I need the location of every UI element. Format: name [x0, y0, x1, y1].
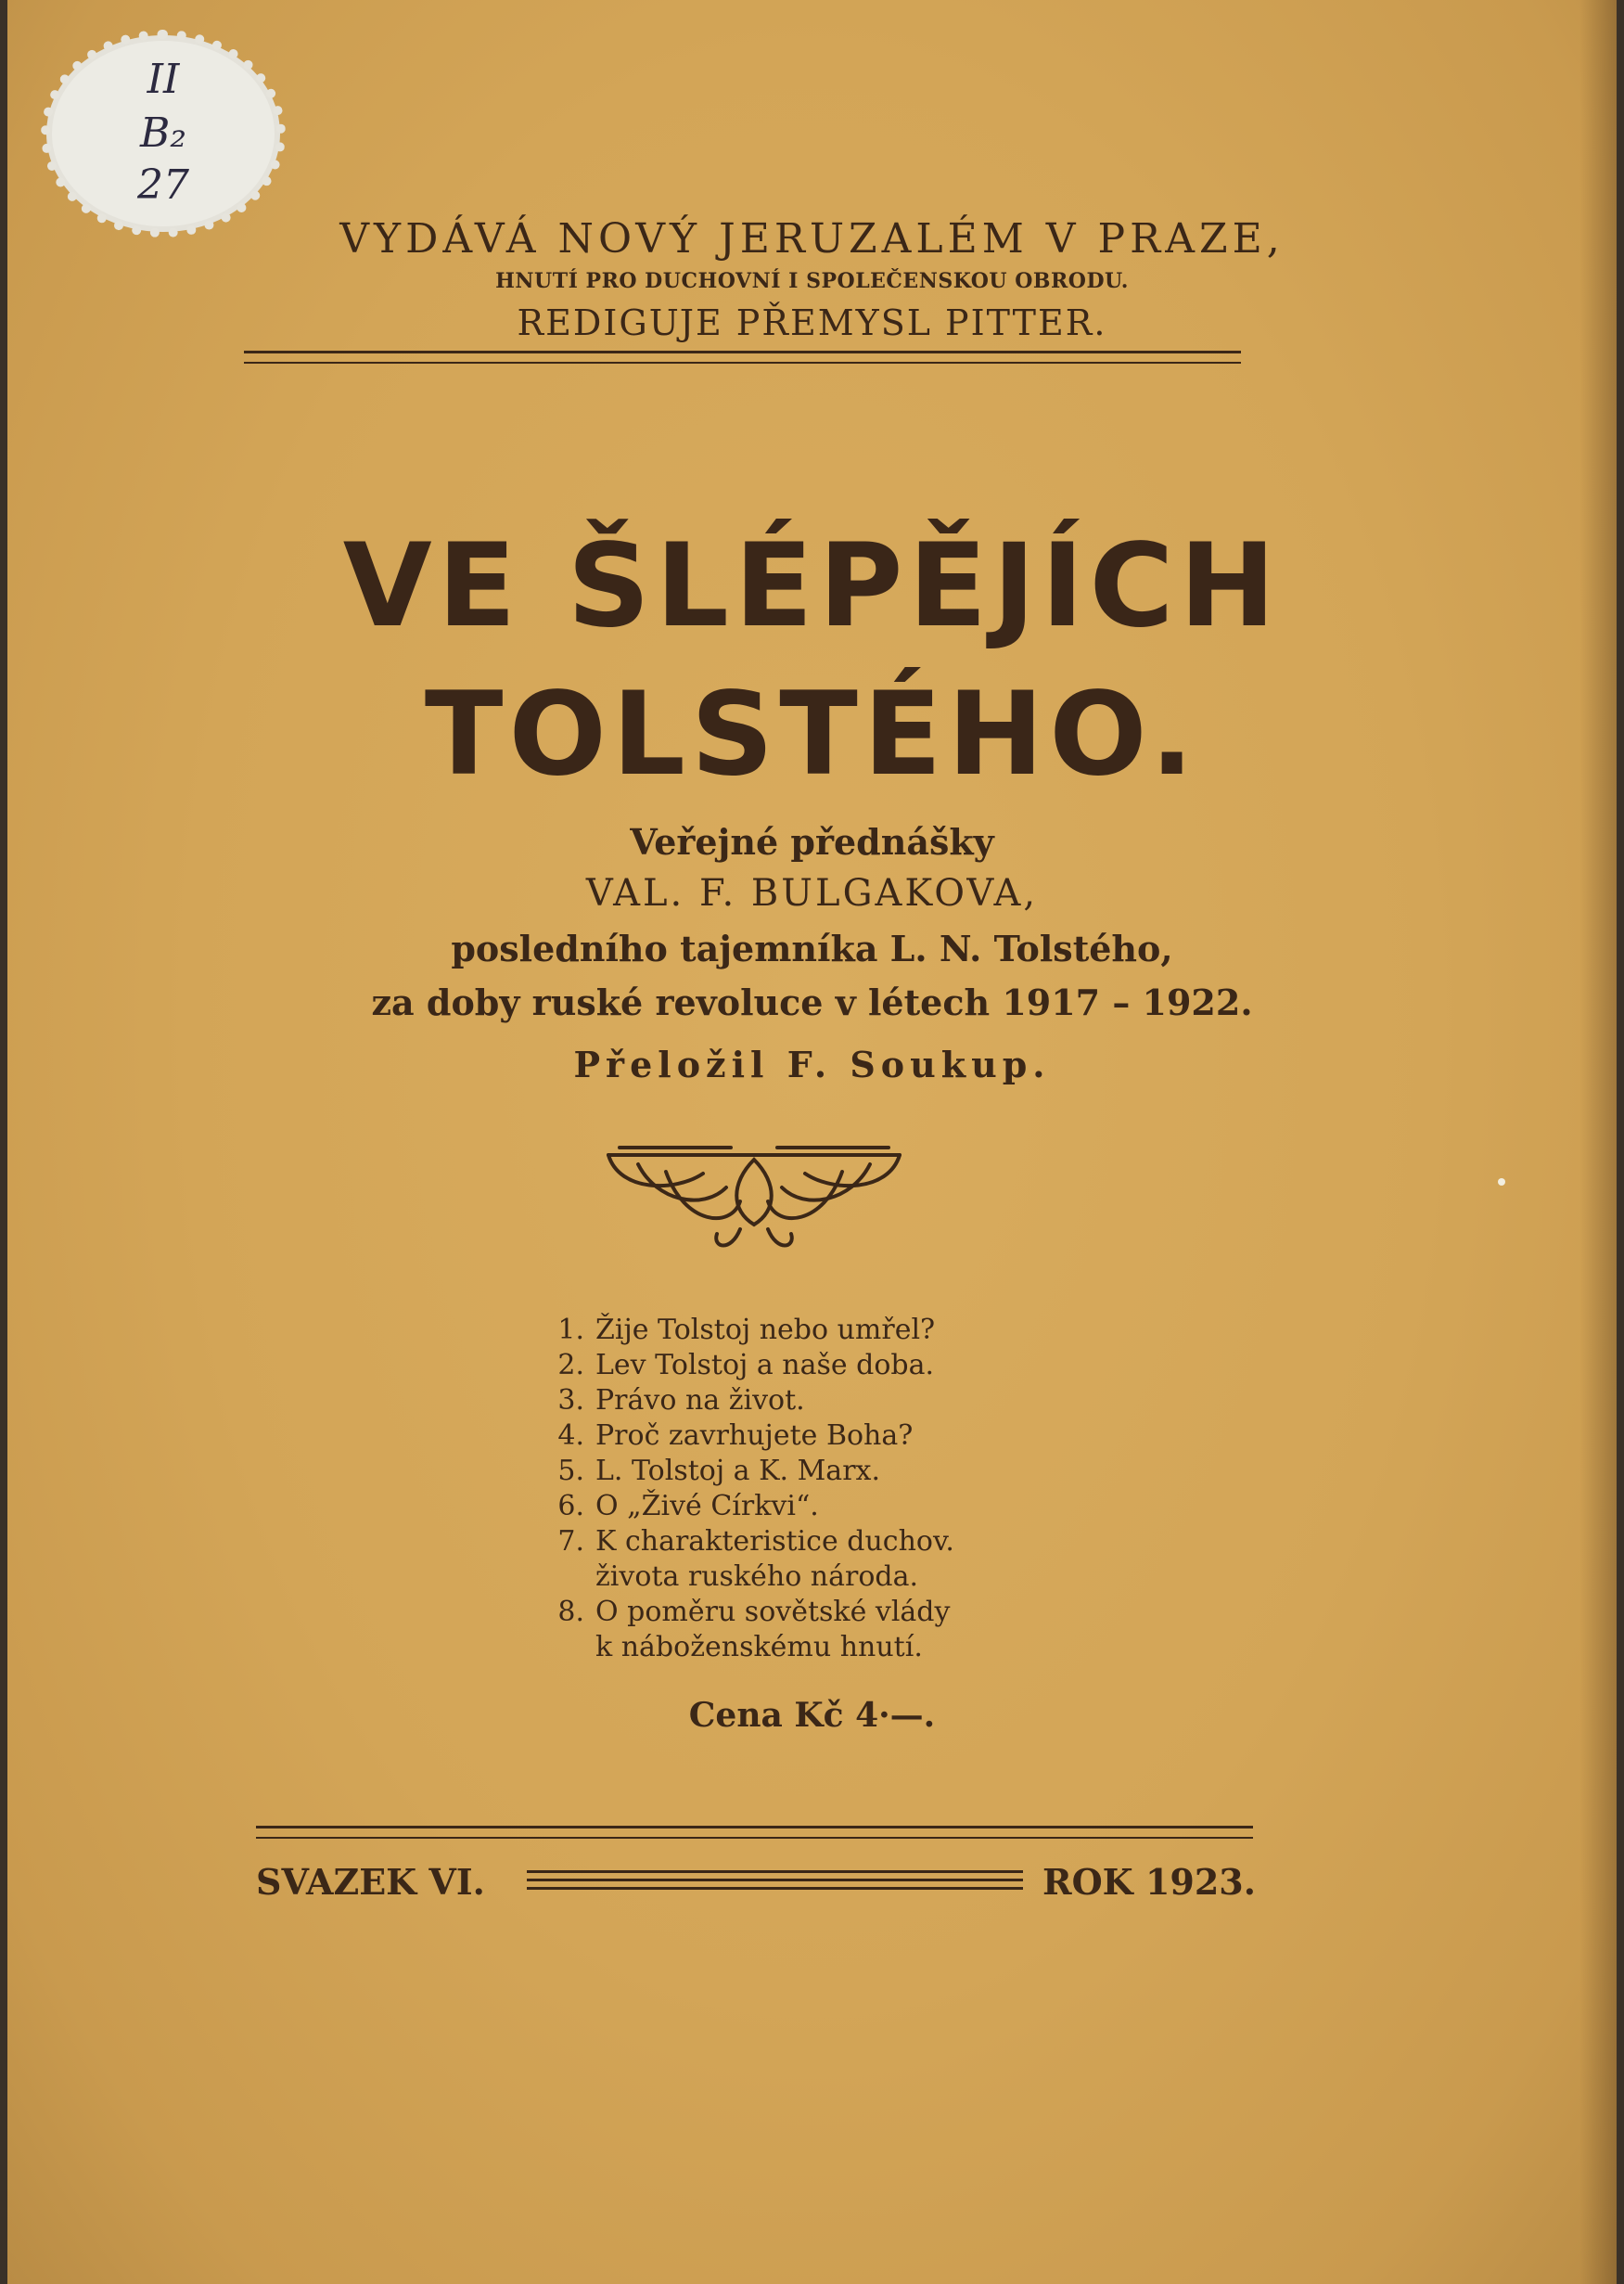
volume-label: SVAZEK VI. [256, 1861, 485, 1903]
title-line-1: VE ŠLÉPĚJÍCH [342, 520, 1282, 653]
editor-line: REDIGUJE PŘEMYSL PITTER. [517, 302, 1107, 343]
paper-speck [1498, 1178, 1505, 1186]
subtitle-secretary: posledního tajemníka L. N. Tolstého, [451, 928, 1173, 969]
publisher-line-1: VYDÁVÁ NOVÝ JERUZALÉM V PRAZE, [339, 215, 1285, 263]
publisher-line-2: HNUTÍ PRO DUCHOVNÍ I SPOLEČENSKOU OBRODU. [495, 269, 1129, 293]
contents-list [545, 1313, 954, 1665]
label-line-1: II [147, 56, 180, 103]
contents-item-continuation: k náboženskému hnutí. [595, 1631, 923, 1663]
title-line-2: TOLSTÉHO. [424, 668, 1200, 802]
contents-item: 2. Lev Tolstoj a naše doba. [557, 1349, 935, 1381]
footer-fill-rules [527, 1870, 1023, 1898]
contents-item: 6. O „Živé Církvi“. [557, 1490, 819, 1522]
header-double-rule [244, 351, 1241, 364]
translator-credit: Přeložil F. Soukup. [573, 1044, 1051, 1085]
label-line-3: 27 [137, 161, 189, 209]
contents-item: 8. O poměru sovětské vlády [557, 1596, 951, 1628]
contents-item: 5. L. Tolstoj a K. Marx. [557, 1455, 880, 1487]
footer-double-rule [256, 1826, 1253, 1839]
book-cover [7, 0, 1617, 2284]
contents-item: 1. Žije Tolstoj nebo umřel? [557, 1314, 936, 1346]
subtitle-lectures: Veřejné přednášky [630, 821, 994, 863]
price-label: Cena Kč 4·—. [688, 1696, 936, 1735]
contents-item: 3. Právo na život. [557, 1384, 805, 1417]
year-label: ROK 1923. [1042, 1861, 1256, 1903]
contents-item-continuation: života ruského národa. [595, 1560, 919, 1593]
subtitle-author: VAL. F. BULGAKOVA, [585, 872, 1039, 915]
contents-item: 7. K charakteristice duchov. [557, 1525, 954, 1558]
contents-item: 4. Proč zavrhujete Boha? [557, 1419, 914, 1452]
decorative-ornament [601, 1136, 907, 1257]
label-line-2: B₂ [140, 109, 186, 157]
subtitle-period: za doby ruské revoluce v létech 1917 – 1922. [371, 982, 1253, 1023]
library-label-sticker [52, 41, 275, 226]
